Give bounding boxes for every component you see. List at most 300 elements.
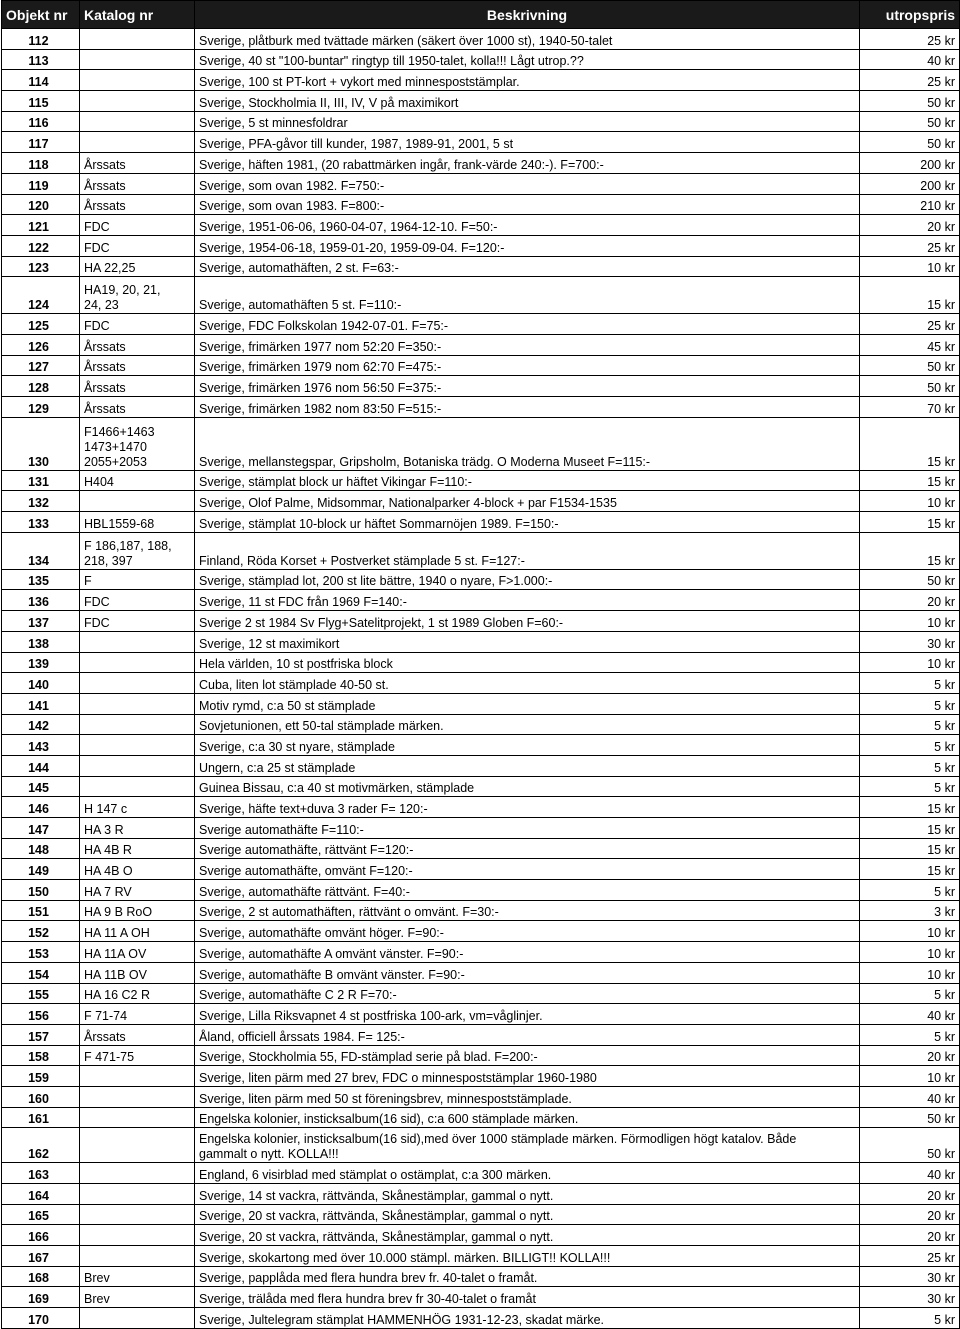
- catalog-number: [80, 491, 195, 512]
- lot-description: Sverige 2 st 1984 Sv Flyg+Satelitprojekt, 1 st 1989 Globen F=60:-: [195, 611, 860, 632]
- lot-number: 169: [2, 1287, 80, 1308]
- table-row: [2, 776, 960, 797]
- lot-number: 154: [2, 962, 80, 983]
- catalog-number: Årssats: [80, 376, 195, 397]
- lot-description: Sverige, stämplat block ur häftet Vikingar F=110:-: [195, 470, 860, 491]
- lot-number: 112: [2, 29, 80, 50]
- starting-price: 50 kr: [860, 1128, 960, 1163]
- table-row: [2, 512, 960, 533]
- catalog-number: H404: [80, 470, 195, 491]
- lot-description: Sverige, Olof Palme, Midsommar, Nationalparker 4-block + par F1534-1535: [195, 491, 860, 512]
- lot-description: Sverige, liten pärm med 50 st föreningsbrev, minnespoststämplade.: [195, 1086, 860, 1107]
- table-row: [2, 962, 960, 983]
- lot-description: Sverige, Jultelegram stämplat HAMMENHÖG 1931-12-23, skadat märke.: [195, 1308, 860, 1329]
- table-row: [2, 921, 960, 942]
- lot-number: 123: [2, 256, 80, 277]
- table-row: [2, 818, 960, 839]
- auction-lot-table: [1, 0, 960, 1329]
- table-row: [2, 590, 960, 611]
- catalog-number: FDC: [80, 314, 195, 335]
- lot-number: 143: [2, 735, 80, 756]
- lot-number: 165: [2, 1204, 80, 1225]
- table-row: [2, 1066, 960, 1087]
- table-row: [2, 1184, 960, 1205]
- starting-price: 30 kr: [860, 1266, 960, 1287]
- lot-description: Sverige, 12 st maximikort: [195, 631, 860, 652]
- lot-number: 130: [2, 417, 80, 470]
- catalog-number: Årssats: [80, 194, 195, 215]
- lot-number: 120: [2, 194, 80, 215]
- starting-price: 25 kr: [860, 29, 960, 50]
- lot-description: Motiv rymd, c:a 50 st stämplade: [195, 693, 860, 714]
- starting-price: 20 kr: [860, 1204, 960, 1225]
- table-row: [2, 1163, 960, 1184]
- lot-number: 140: [2, 673, 80, 694]
- lot-description: Sverige, 20 st vackra, rättvända, Skånestämplar, gammal o nytt.: [195, 1204, 860, 1225]
- catalog-number: [80, 1107, 195, 1128]
- lot-number: 134: [2, 532, 80, 569]
- lot-description: Sovjetunionen, ett 50-tal stämplade märken.: [195, 714, 860, 735]
- table-row: [2, 153, 960, 174]
- lot-number: 164: [2, 1184, 80, 1205]
- table-row: [2, 673, 960, 694]
- starting-price: 5 kr: [860, 755, 960, 776]
- lot-description: Engelska kolonier, insticksalbum(16 sid),med över 1000 stämplade märken. Förmodligen högt katalov. Både gammalt o nytt. KOLLA!!!: [195, 1128, 860, 1163]
- catalog-number: F: [80, 569, 195, 590]
- catalog-number: FDC: [80, 590, 195, 611]
- table-row: [2, 491, 960, 512]
- starting-price: 20 kr: [860, 215, 960, 236]
- catalog-number: HA 22,25: [80, 256, 195, 277]
- table-row: [2, 111, 960, 132]
- lot-number: 115: [2, 91, 80, 112]
- starting-price: 30 kr: [860, 1287, 960, 1308]
- table-row: [2, 1246, 960, 1267]
- catalog-number: [80, 1163, 195, 1184]
- table-row: [2, 735, 960, 756]
- table-row: [2, 235, 960, 256]
- lot-description: Sverige, FDC Folkskolan 1942-07-01. F=75:-: [195, 314, 860, 335]
- lot-number: 124: [2, 277, 80, 314]
- lot-description: Sverige, Stockholmia 55, FD-stämplad serie på blad. F=200:-: [195, 1045, 860, 1066]
- lot-number: 163: [2, 1163, 80, 1184]
- lot-description: England, 6 visirblad med stämplat o ostämplat, c:a 300 märken.: [195, 1163, 860, 1184]
- catalog-number: [80, 29, 195, 50]
- catalog-number: [80, 1246, 195, 1267]
- starting-price: 5 kr: [860, 693, 960, 714]
- starting-price: 15 kr: [860, 532, 960, 569]
- table-row: [2, 942, 960, 963]
- table-row: [2, 880, 960, 901]
- starting-price: 15 kr: [860, 859, 960, 880]
- lot-description: Sverige, automathäfte rättvänt. F=40:-: [195, 880, 860, 901]
- starting-price: 5 kr: [860, 673, 960, 694]
- catalog-number: [80, 1204, 195, 1225]
- catalog-number: HA 11 A OH: [80, 921, 195, 942]
- starting-price: 20 kr: [860, 1045, 960, 1066]
- table-row: [2, 797, 960, 818]
- catalog-number: FDC: [80, 235, 195, 256]
- table-row: [2, 334, 960, 355]
- lot-description: Sverige automathäfte F=110:-: [195, 818, 860, 839]
- header-objekt-nr: Objekt nr: [2, 1, 80, 29]
- catalog-number: HA 4B O: [80, 859, 195, 880]
- lot-number: 158: [2, 1045, 80, 1066]
- table-row: [2, 1045, 960, 1066]
- starting-price: 10 kr: [860, 1066, 960, 1087]
- catalog-number: Årssats: [80, 397, 195, 418]
- starting-price: 10 kr: [860, 611, 960, 632]
- catalog-number: Brev: [80, 1266, 195, 1287]
- lot-number: 170: [2, 1308, 80, 1329]
- table-row: [2, 755, 960, 776]
- table-row: [2, 173, 960, 194]
- table-row: [2, 470, 960, 491]
- starting-price: 20 kr: [860, 1225, 960, 1246]
- starting-price: 5 kr: [860, 1024, 960, 1045]
- starting-price: 50 kr: [860, 111, 960, 132]
- lot-description: Cuba, liten lot stämplade 40-50 st.: [195, 673, 860, 694]
- starting-price: 5 kr: [860, 983, 960, 1004]
- table-row: [2, 859, 960, 880]
- catalog-number: Årssats: [80, 1024, 195, 1045]
- table-row: [2, 1308, 960, 1329]
- starting-price: 10 kr: [860, 921, 960, 942]
- lot-number: 137: [2, 611, 80, 632]
- starting-price: 70 kr: [860, 397, 960, 418]
- lot-description: Sverige, automathäfte C 2 R F=70:-: [195, 983, 860, 1004]
- catalog-number: HA 11A OV: [80, 942, 195, 963]
- starting-price: 15 kr: [860, 512, 960, 533]
- catalog-number: HBL1559-68: [80, 512, 195, 533]
- catalog-number: Årssats: [80, 334, 195, 355]
- starting-price: 25 kr: [860, 70, 960, 91]
- lot-number: 153: [2, 942, 80, 963]
- catalog-number: F1466+1463 1473+1470 2055+2053: [80, 417, 195, 470]
- starting-price: 5 kr: [860, 776, 960, 797]
- table-row: [2, 355, 960, 376]
- catalog-number: [80, 735, 195, 756]
- table-row: [2, 714, 960, 735]
- lot-number: 147: [2, 818, 80, 839]
- catalog-number: [80, 652, 195, 673]
- lot-number: 150: [2, 880, 80, 901]
- lot-number: 136: [2, 590, 80, 611]
- lot-number: 162: [2, 1128, 80, 1163]
- lot-description: Sverige, automathäften, 2 st. F=63:-: [195, 256, 860, 277]
- table-row: [2, 532, 960, 569]
- lot-description: Sverige, stämplad lot, 200 st lite bättre, 1940 o nyare, F>1.000:-: [195, 569, 860, 590]
- catalog-number: [80, 1308, 195, 1329]
- lot-number: 146: [2, 797, 80, 818]
- table-row: [2, 417, 960, 470]
- table-row: [2, 132, 960, 153]
- catalog-number: FDC: [80, 611, 195, 632]
- starting-price: 25 kr: [860, 1246, 960, 1267]
- table-row: [2, 29, 960, 50]
- starting-price: 15 kr: [860, 797, 960, 818]
- starting-price: 50 kr: [860, 1107, 960, 1128]
- table-row: [2, 49, 960, 70]
- starting-price: 40 kr: [860, 1004, 960, 1025]
- lot-number: 128: [2, 376, 80, 397]
- lot-description: Sverige, papplåda med flera hundra brev fr. 40-talet o framåt.: [195, 1266, 860, 1287]
- lot-number: 122: [2, 235, 80, 256]
- catalog-number: [80, 776, 195, 797]
- lot-description: Sverige, 40 st "100-buntar" ringtyp till 1950-talet, kolla!!! Lågt utrop.??: [195, 49, 860, 70]
- catalog-number: HA 11B OV: [80, 962, 195, 983]
- table-row: [2, 838, 960, 859]
- table-row: [2, 70, 960, 91]
- lot-number: 152: [2, 921, 80, 942]
- lot-number: 117: [2, 132, 80, 153]
- catalog-number: [80, 631, 195, 652]
- lot-description: Sverige, frimärken 1977 nom 52:20 F=350:-: [195, 334, 860, 355]
- lot-description: Sverige automathäfte, rättvänt F=120:-: [195, 838, 860, 859]
- table-row: [2, 569, 960, 590]
- lot-description: Sverige, stämplat 10-block ur häftet Sommarnöjen 1989. F=150:-: [195, 512, 860, 533]
- catalog-number: Årssats: [80, 153, 195, 174]
- lot-number: 131: [2, 470, 80, 491]
- lot-number: 125: [2, 314, 80, 335]
- starting-price: 25 kr: [860, 235, 960, 256]
- table-row: [2, 277, 960, 314]
- lot-description: Åland, officiell årssats 1984. F= 125:-: [195, 1024, 860, 1045]
- table-row: [2, 1287, 960, 1308]
- starting-price: 50 kr: [860, 376, 960, 397]
- catalog-number: [80, 70, 195, 91]
- table-row: [2, 611, 960, 632]
- starting-price: 20 kr: [860, 590, 960, 611]
- catalog-number: [80, 49, 195, 70]
- catalog-number: HA19, 20, 21, 24, 23: [80, 277, 195, 314]
- lot-description: Sverige, 5 st minnesfoldrar: [195, 111, 860, 132]
- lot-description: Sverige, Stockholmia II, III, IV, V på maximikort: [195, 91, 860, 112]
- table-header: [2, 1, 960, 29]
- table-row: [2, 376, 960, 397]
- starting-price: 15 kr: [860, 818, 960, 839]
- catalog-number: [80, 111, 195, 132]
- starting-price: 15 kr: [860, 417, 960, 470]
- lot-number: 127: [2, 355, 80, 376]
- header-katalog-nr: Katalog nr: [80, 1, 195, 29]
- lot-number: 121: [2, 215, 80, 236]
- catalog-number: HA 7 RV: [80, 880, 195, 901]
- catalog-number: HA 3 R: [80, 818, 195, 839]
- lot-description: Finland, Röda Korset + Postverket stämplade 5 st. F=127:-: [195, 532, 860, 569]
- catalog-number: [80, 714, 195, 735]
- lot-description: Sverige automathäfte, omvänt F=120:-: [195, 859, 860, 880]
- lot-description: Sverige, frimärken 1976 nom 56:50 F=375:-: [195, 376, 860, 397]
- lot-number: 142: [2, 714, 80, 735]
- catalog-number: HA 4B R: [80, 838, 195, 859]
- lot-description: Engelska kolonier, insticksalbum(16 sid), c:a 600 stämplade märken.: [195, 1107, 860, 1128]
- lot-description: Sverige, 1954-06-18, 1959-01-20, 1959-09-04. F=120:-: [195, 235, 860, 256]
- lot-number: 160: [2, 1086, 80, 1107]
- header-row: [2, 1, 960, 29]
- lot-number: 148: [2, 838, 80, 859]
- lot-number: 145: [2, 776, 80, 797]
- starting-price: 40 kr: [860, 1163, 960, 1184]
- lot-description: Hela världen, 10 st postfriska block: [195, 652, 860, 673]
- lot-number: 159: [2, 1066, 80, 1087]
- lot-number: 151: [2, 900, 80, 921]
- lot-number: 141: [2, 693, 80, 714]
- lot-number: 156: [2, 1004, 80, 1025]
- starting-price: 10 kr: [860, 962, 960, 983]
- lot-number: 161: [2, 1107, 80, 1128]
- starting-price: 10 kr: [860, 942, 960, 963]
- table-row: [2, 91, 960, 112]
- lot-number: 135: [2, 569, 80, 590]
- header-utropspris: utropspris: [860, 1, 960, 29]
- lot-description: Guinea Bissau, c:a 40 st motivmärken, stämplade: [195, 776, 860, 797]
- table-row: [2, 1004, 960, 1025]
- table-row: [2, 1107, 960, 1128]
- catalog-number: F 186,187, 188, 218, 397: [80, 532, 195, 569]
- lot-description: Sverige, c:a 30 st nyare, stämplade: [195, 735, 860, 756]
- catalog-number: HA 9 B RoO: [80, 900, 195, 921]
- table-row: [2, 900, 960, 921]
- catalog-number: [80, 1086, 195, 1107]
- lot-description: Sverige, automathäfte B omvänt vänster. F=90:-: [195, 962, 860, 983]
- table-row: [2, 1024, 960, 1045]
- table-row: [2, 983, 960, 1004]
- lot-description: Sverige, 11 st FDC från 1969 F=140:-: [195, 590, 860, 611]
- catalog-number: Brev: [80, 1287, 195, 1308]
- lot-description: Sverige, som ovan 1982. F=750:-: [195, 173, 860, 194]
- lot-description: Sverige, PFA-gåvor till kunder, 1987, 1989-91, 2001, 5 st: [195, 132, 860, 153]
- lot-description: Sverige, automathäfte A omvänt vänster. F=90:-: [195, 942, 860, 963]
- lot-description: Sverige, häfte text+duva 3 rader F= 120:-: [195, 797, 860, 818]
- lot-description: Sverige, liten pärm med 27 brev, FDC o minnespoststämplar 1960-1980: [195, 1066, 860, 1087]
- starting-price: 15 kr: [860, 838, 960, 859]
- lot-description: Sverige, som ovan 1983. F=800:-: [195, 194, 860, 215]
- starting-price: 200 kr: [860, 173, 960, 194]
- starting-price: 200 kr: [860, 153, 960, 174]
- catalog-number: FDC: [80, 215, 195, 236]
- starting-price: 50 kr: [860, 355, 960, 376]
- catalog-number: [80, 91, 195, 112]
- starting-price: 15 kr: [860, 277, 960, 314]
- starting-price: 40 kr: [860, 49, 960, 70]
- lot-number: 144: [2, 755, 80, 776]
- table-row: [2, 256, 960, 277]
- lot-number: 126: [2, 334, 80, 355]
- lot-description: Sverige, trälåda med flera hundra brev fr 30-40-talet o framåt: [195, 1287, 860, 1308]
- lot-number: 119: [2, 173, 80, 194]
- lot-number: 168: [2, 1266, 80, 1287]
- lot-number: 133: [2, 512, 80, 533]
- table-row: [2, 314, 960, 335]
- catalog-number: F 71-74: [80, 1004, 195, 1025]
- table-row: [2, 194, 960, 215]
- catalog-number: [80, 755, 195, 776]
- lot-description: Sverige, 1951-06-06, 1960-04-07, 1964-12-10. F=50:-: [195, 215, 860, 236]
- catalog-number: HA 16 C2 R: [80, 983, 195, 1004]
- header-beskrivning: Beskrivning: [195, 1, 860, 29]
- lot-description: Sverige, skokartong med över 10.000 stämpl. märken. BILLIGT!! KOLLA!!!: [195, 1246, 860, 1267]
- starting-price: 50 kr: [860, 569, 960, 590]
- lot-number: 129: [2, 397, 80, 418]
- lot-description: Sverige, 20 st vackra, rättvända, Skånestämplar, gammal o nytt.: [195, 1225, 860, 1246]
- table-row: [2, 215, 960, 236]
- lot-number: 149: [2, 859, 80, 880]
- starting-price: 3 kr: [860, 900, 960, 921]
- starting-price: 10 kr: [860, 652, 960, 673]
- starting-price: 5 kr: [860, 735, 960, 756]
- catalog-number: [80, 1184, 195, 1205]
- table-row: [2, 1086, 960, 1107]
- catalog-number: [80, 132, 195, 153]
- lot-description: Sverige, häften 1981, (20 rabattmärken ingår, frank-värde 240:-). F=700:-: [195, 153, 860, 174]
- lot-description: Sverige, 2 st automathäften, rättvänt o omvänt. F=30:-: [195, 900, 860, 921]
- starting-price: 5 kr: [860, 1308, 960, 1329]
- starting-price: 30 kr: [860, 631, 960, 652]
- table-row: [2, 1204, 960, 1225]
- starting-price: 40 kr: [860, 1086, 960, 1107]
- lot-number: 116: [2, 111, 80, 132]
- catalog-number: [80, 1225, 195, 1246]
- catalog-number: H 147 c: [80, 797, 195, 818]
- table-body: [2, 29, 960, 1329]
- starting-price: 50 kr: [860, 91, 960, 112]
- table-row: [2, 693, 960, 714]
- lot-number: 167: [2, 1246, 80, 1267]
- lot-number: 114: [2, 70, 80, 91]
- table-row: [2, 631, 960, 652]
- starting-price: 210 kr: [860, 194, 960, 215]
- lot-number: 166: [2, 1225, 80, 1246]
- lot-number: 155: [2, 983, 80, 1004]
- starting-price: 45 kr: [860, 334, 960, 355]
- table-row: [2, 1225, 960, 1246]
- lot-number: 113: [2, 49, 80, 70]
- starting-price: 10 kr: [860, 491, 960, 512]
- lot-number: 118: [2, 153, 80, 174]
- starting-price: 5 kr: [860, 714, 960, 735]
- table-row: [2, 652, 960, 673]
- lot-description: Sverige, 100 st PT-kort + vykort med minnespoststämplar.: [195, 70, 860, 91]
- lot-description: Sverige, automathäften 5 st. F=110:-: [195, 277, 860, 314]
- lot-number: 139: [2, 652, 80, 673]
- table-row: [2, 1266, 960, 1287]
- lot-description: Sverige, frimärken 1982 nom 83:50 F=515:-: [195, 397, 860, 418]
- lot-description: Sverige, frimärken 1979 nom 62:70 F=475:-: [195, 355, 860, 376]
- catalog-number: Årssats: [80, 355, 195, 376]
- lot-number: 157: [2, 1024, 80, 1045]
- catalog-number: Årssats: [80, 173, 195, 194]
- lot-description: Ungern, c:a 25 st stämplade: [195, 755, 860, 776]
- starting-price: 15 kr: [860, 470, 960, 491]
- lot-description: Sverige, automathäfte omvänt höger. F=90:-: [195, 921, 860, 942]
- starting-price: 20 kr: [860, 1184, 960, 1205]
- starting-price: 10 kr: [860, 256, 960, 277]
- starting-price: 50 kr: [860, 132, 960, 153]
- catalog-number: [80, 1066, 195, 1087]
- lot-description: Sverige, plåtburk med tvättade märken (säkert över 1000 st), 1940-50-talet: [195, 29, 860, 50]
- catalog-number: [80, 1128, 195, 1163]
- table-row: [2, 397, 960, 418]
- lot-description: Sverige, Lilla Riksvapnet 4 st postfriska 100-ark, vm=våglinjer.: [195, 1004, 860, 1025]
- table-row: [2, 1128, 960, 1163]
- starting-price: 5 kr: [860, 880, 960, 901]
- lot-description: Sverige, mellanstegspar, Gripsholm, Botaniska trädg. O Moderna Museet F=115:-: [195, 417, 860, 470]
- lot-number: 138: [2, 631, 80, 652]
- catalog-number: F 471-75: [80, 1045, 195, 1066]
- catalog-number: [80, 673, 195, 694]
- catalog-number: [80, 693, 195, 714]
